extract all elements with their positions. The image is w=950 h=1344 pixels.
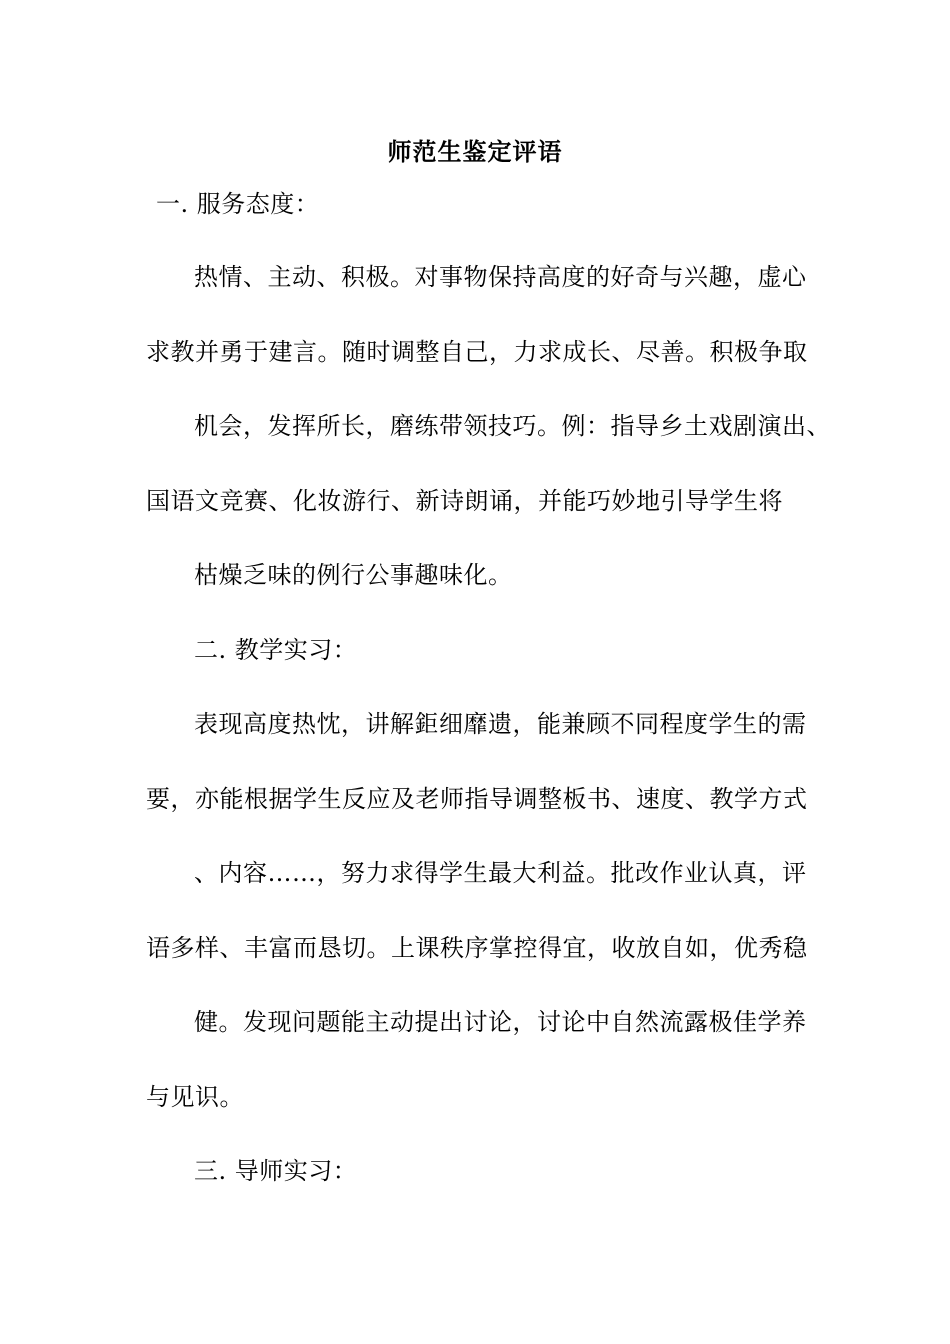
section-heading-mentor-practice: 三. 导师实习： xyxy=(194,1157,358,1185)
paragraph-line: 表现高度热忱，讲解鉅细靡遗，能兼顾不同程度学生的需 xyxy=(194,710,807,738)
document-title: 师范生鉴定评语 xyxy=(387,137,563,166)
paragraph-line: 求教并勇于建言。随时调整自己，力求成长、尽善。积极争取 xyxy=(146,338,808,366)
section-heading-teaching-practice: 二. 教学实习： xyxy=(194,636,358,664)
paragraph-line: 语多样、丰富而恳切。上课秩序掌控得宜，收放自如，优秀稳 xyxy=(146,934,808,962)
paragraph-line: 与见识。 xyxy=(146,1083,244,1111)
paragraph-line: 、内容……，努力求得学生最大利益。批改作业认真，评 xyxy=(194,859,807,887)
paragraph-line: 热情、主动、积极。对事物保持高度的好奇与兴趣，虚心 xyxy=(194,263,807,291)
paragraph-line: 国语文竞赛、化妆游行、新诗朗诵，并能巧妙地引导学生将 xyxy=(146,487,783,515)
paragraph-line: 机会，发挥所长，磨练带领技巧。例：指导乡土戏剧演出、 xyxy=(194,412,831,440)
paragraph-line: 要，亦能根据学生反应及老师指导调整板书、速度、教学方式 xyxy=(146,785,808,813)
section-heading-service-attitude: 一. 服务态度： xyxy=(156,190,320,218)
paragraph-line: 枯燥乏味的例行公事趣味化。 xyxy=(194,561,513,589)
paragraph-line: 健。发现问题能主动提出讨论，讨论中自然流露极佳学养 xyxy=(194,1008,807,1036)
